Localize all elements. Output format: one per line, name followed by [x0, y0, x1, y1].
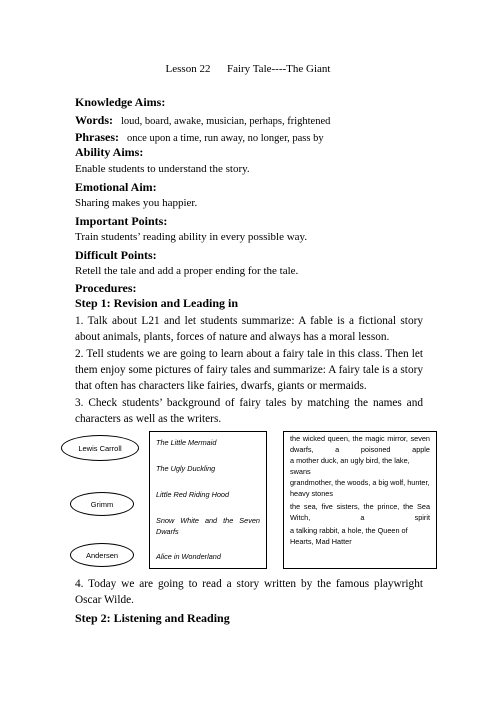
procedures-heading: Procedures:	[75, 281, 137, 295]
character-list: the sea, five sisters, the prince, the Sea Witch, a spirit	[290, 502, 430, 522]
words-row	[75, 111, 330, 129]
step1-paragraph-3: 3. Check students’ background of fairy tales by matching the names and characters as well as the writers.	[75, 397, 423, 425]
emotional-aim-text: Sharing makes you happier.	[75, 197, 198, 209]
phrases-label: Phrases:	[75, 130, 119, 144]
important-points-heading: Important Points:	[75, 214, 168, 228]
important-points-text: Train students’ reading ability in every possible way.	[75, 231, 308, 243]
difficult-points-text: Retell the tale and add a proper ending for the tale.	[75, 265, 299, 277]
step1-paragraph-4: 4. Today we are going to read a story written by the famous playwright Oscar Wilde.	[75, 578, 423, 606]
difficult-points-heading: Difficult Points:	[75, 248, 157, 262]
ability-aims-text: Enable students to understand the story.	[75, 163, 250, 175]
tale-title: Snow White and the Seven Dwarfs	[156, 516, 260, 536]
character-list: a talking rabbit, a hole, the Queen of Hearts, Mad Hatter	[290, 526, 408, 546]
step1-paragraph-1: 1. Talk about L21 and let students summarize: A fable is a fictional story about animals, plants, forces of nature and always has a moral lesson.	[75, 315, 423, 343]
phrases-list: once upon a time, run away, no longer, pass by	[127, 133, 324, 144]
writer-oval: Grimm	[70, 492, 134, 516]
writer-oval: Lewis Carroll	[61, 435, 139, 461]
tale-title: Alice in Wonderland	[156, 552, 221, 561]
tale-title: Little Red Riding Hood	[156, 490, 230, 499]
tale-title: The Ugly Duckling	[156, 464, 216, 473]
words-label: Words:	[75, 113, 114, 127]
tale-title: The Little Mermaid	[156, 438, 217, 447]
knowledge-aims-heading: Knowledge Aims:	[75, 95, 166, 109]
emotional-aim-heading: Emotional Aim:	[75, 180, 157, 194]
characters-box	[283, 431, 437, 569]
tales-box	[149, 431, 267, 569]
step1-heading: Step 1: Revision and Leading in	[75, 296, 239, 310]
character-list: a mother duck, an ugly bird, the lake, swans	[290, 456, 410, 476]
lesson-title: Lesson 22 Fairy Tale----The Giant	[165, 63, 331, 75]
words-list: loud, board, awake, musician, perhaps, frightened	[121, 116, 331, 127]
step2-heading: Step 2: Listening and Reading	[75, 611, 230, 625]
step1-paragraph-2: 2. Tell students we are going to learn about a fairy tale in this class. Then let them enjoy some pictures of fairy tales and summarize: A fairy tale is a story that often has characters like fairies, dwarfs, giants or mermaids.	[75, 348, 423, 392]
ability-aims-heading: Ability Aims:	[75, 145, 144, 159]
character-list: grandmother, the woods, a big wolf, hunter, heavy stones	[290, 478, 430, 498]
character-list: the wicked queen, the magic mirror, seven dwarfs, a poisoned apple	[290, 434, 430, 454]
writer-oval: Andersen	[70, 543, 134, 567]
phrases-row	[75, 128, 324, 146]
